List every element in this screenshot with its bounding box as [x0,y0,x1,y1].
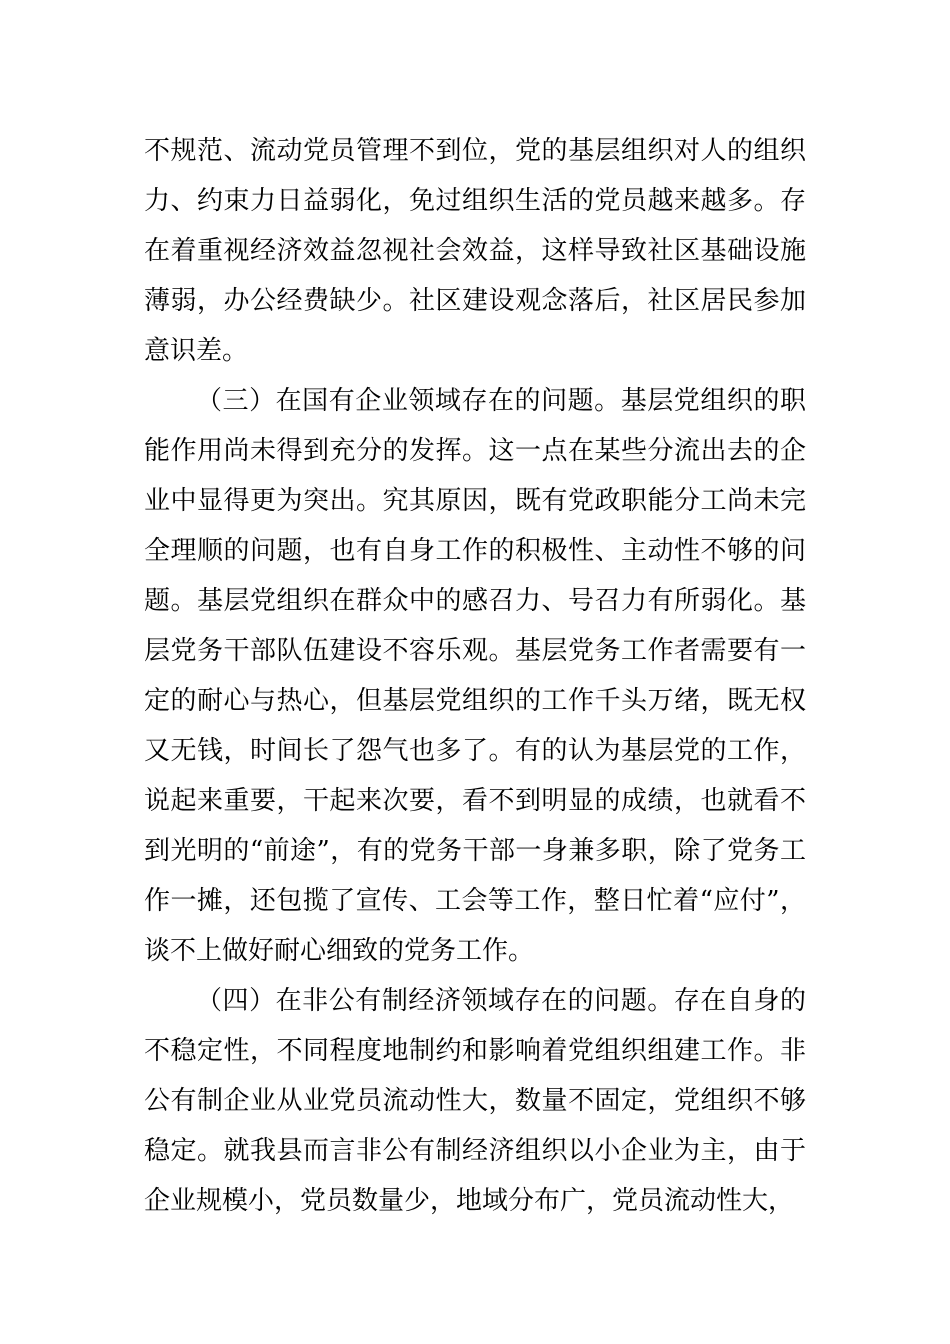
paragraph-state-enterprise-issues: （三）在国有企业领域存在的问题。基层党组织的职能作用尚未得到充分的发挥。这一点在某些分流出去的企业中显得更为突出。究其原因，既有党政职能分工尚未完全理顺的问题，也有自身工作的积极性、主动性不够的问题。基层党组织在群众中的感召力、号召力有所弱化。基层党务干部队伍建设不容乐观。基层党务工作者需要有一定的耐心与热心，但基层党组织的工作千头万绪，既无权又无钱，时间长了怨气也多了。有的认为基层党的工作，说起来重要，干起来次要，看不到明显的成绩，也就看不到光明的“前途”，有的党务干部一身兼多职，除了党务工作一摊，还包揽了宣传、工会等工作，整日忙着“应付”，谈不上做好耐心细致的党务工作。 [144,386,806,966]
paragraph-continued: 不规范、流动党员管理不到位，党的基层组织对人的组织力、约束力日益弱化，免过组织生活的党员越来越多。存在着重视经济效益忽视社会效益，这样导致社区基础设施薄弱，办公经费缺少。社区建设观念落后，社区居民参加意识差。 [144,136,806,366]
paragraph-non-public-economy-issues: （四）在非公有制经济领域存在的问题。存在自身的不稳定性，不同程度地制约和影响着党组织组建工作。非公有制企业从业党员流动性大，数量不固定，党组织不够稳定。就我县而言非公有制经济组织以小企业为主，由于企业规模小，党员数量少，地域分布广，党员流动性大， [144,986,806,1216]
document-body [144,126,806,1226]
